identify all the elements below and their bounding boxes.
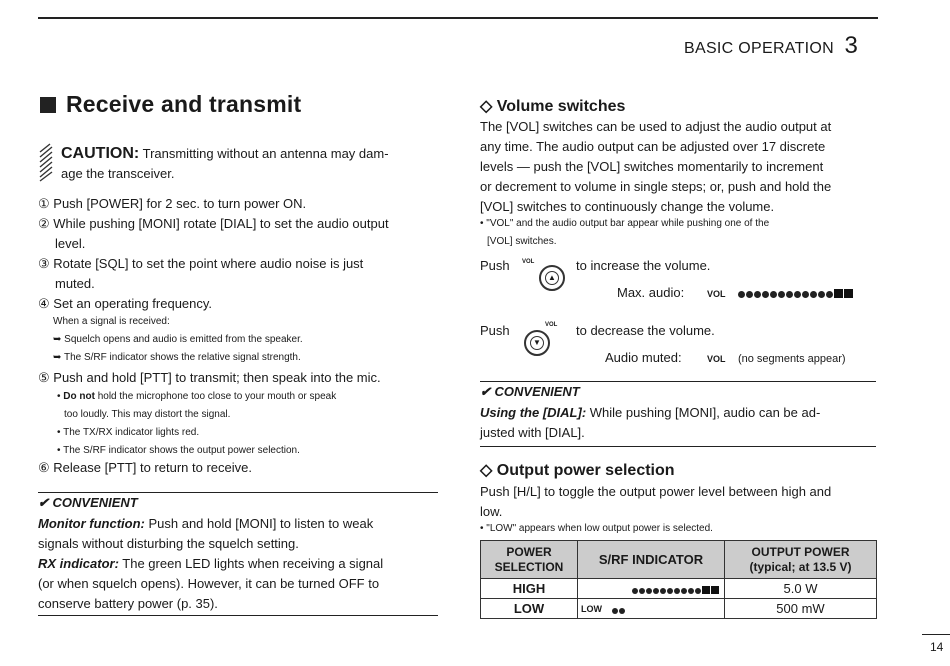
left-convenient-label: ✔ CONVENIENT xyxy=(38,495,138,510)
caution-label: CAUTION: xyxy=(61,145,140,162)
transmit-note-2: • The TX/RX indicator lights red. xyxy=(57,427,200,438)
audio-muted-display xyxy=(707,350,846,368)
vol-indicator-muted: VOL xyxy=(707,353,726,364)
transmit-note-1b: too loudly. This may distort the signal. xyxy=(64,409,231,420)
push-down-label: Push xyxy=(480,323,510,338)
header-output-power: OUTPUT POWER (typical; at 13.5 V) xyxy=(725,541,877,579)
chapter-number: 3 xyxy=(844,32,858,59)
section-title: BASIC OPERATION xyxy=(684,40,835,57)
step-3: ③ Rotate [SQL] to set the point where audio noise is just muted. xyxy=(38,256,364,291)
vol-down-button-icon: ▼ xyxy=(524,330,550,356)
section-header xyxy=(684,32,858,60)
right-convenient-body: Using the [DIAL]: While pushing [MONI], audio can be ad- justed with [DIAL]. xyxy=(480,405,821,440)
caution-hatch-icon xyxy=(38,142,56,182)
table-row xyxy=(481,579,877,599)
step-6: ⑥ Release [PTT] to return to receive. xyxy=(38,460,252,475)
volume-switches-title: ◇ Volume switches xyxy=(480,98,626,115)
right-convenient-bottom-rule xyxy=(480,446,876,447)
title-square-icon xyxy=(40,97,56,113)
decrease-text: to decrease the volume. xyxy=(576,323,715,338)
row-high-selection: HIGH xyxy=(481,579,578,599)
audio-muted-label: Audio muted: xyxy=(605,350,682,365)
increase-text: to increase the volume. xyxy=(576,258,711,273)
step-4: ④ Set an operating frequency. xyxy=(38,296,213,311)
left-convenient-top-rule xyxy=(38,492,438,493)
step-1: ① Push [POWER] for 2 sec. to turn power ON. xyxy=(38,196,307,211)
caution-block xyxy=(61,144,441,184)
caution-text-1: Transmitting without an antenna may dam- xyxy=(142,146,389,161)
transmit-note-3: • The S/RF indicator shows the output power selection. xyxy=(57,445,300,456)
volume-body: The [VOL] switches can be used to adjust the audio output at any time. The audio output can be adjusted over 17 discrete levels — push the [VOL] switches momentarily to increment or decrement to volume in single steps; or, push and hold the [VOL] switches to continuously change the volume. xyxy=(480,119,832,214)
srf-bar-full-icon xyxy=(632,582,720,597)
output-power-note: • "LOW" appears when low output power is selected. xyxy=(480,523,713,534)
using-dial-title: Using the [DIAL]: xyxy=(480,405,587,420)
caution-text-2: age the transceiver. xyxy=(61,166,175,181)
row-high-indicator xyxy=(578,579,725,599)
rx-indicator-title: RX indicator: xyxy=(38,556,119,571)
page-title: Receive and transmit xyxy=(66,91,302,117)
transmit-notes xyxy=(57,388,447,460)
max-audio-display xyxy=(707,285,854,303)
header-srf-indicator: S/RF INDICATOR xyxy=(578,541,725,579)
left-convenient-body: Monitor function: Push and hold [MONI] to listen to weak signals without disturbing the squelch setting. RX indicator: The green LED lights when receiving a signal (or when squelch opens). However, it can be turned OFF to conserve battery power (p. 35). xyxy=(38,516,384,611)
max-audio-label: Max. audio: xyxy=(617,285,685,300)
output-power-title: ◇ Output power selection xyxy=(480,462,675,479)
page-number-rule xyxy=(922,634,950,635)
top-rule xyxy=(38,17,878,19)
received-heading: When a signal is received: xyxy=(53,316,170,327)
no-segments-text: (no segments appear) xyxy=(737,352,846,365)
right-convenient-label: ✔ CONVENIENT xyxy=(480,384,580,399)
vol-indicator-max: VOL xyxy=(707,289,726,299)
vol-down-small-label: VOL xyxy=(545,322,558,328)
header-power-selection: POWER SELECTION xyxy=(481,541,578,579)
received-note-2: ➥ The S/RF indicator shows the relative signal strength. xyxy=(53,352,301,363)
volume-note: • "VOL" and the audio output bar appear while pushing one of the [VOL] switches. xyxy=(480,218,770,247)
row-low-indicator: LOW xyxy=(578,599,725,619)
push-up-label: Push xyxy=(480,258,510,273)
output-power-table xyxy=(480,540,877,619)
row-high-power: 5.0 W xyxy=(725,579,877,599)
step-5: ⑤ Push and hold [PTT] to transmit; then speak into the mic. xyxy=(38,370,381,385)
received-notes xyxy=(53,313,443,367)
received-note-1: ➥ Squelch opens and audio is emitted from the speaker. xyxy=(53,334,303,345)
row-low-selection: LOW xyxy=(481,599,578,619)
left-convenient-bottom-rule xyxy=(38,615,438,616)
row-low-power: 500 mW xyxy=(725,599,877,619)
output-power-body: Push [H/L] to toggle the output power level between high and low. xyxy=(480,484,832,519)
page-number: 14 xyxy=(930,640,944,654)
table-header-row xyxy=(481,541,877,579)
transmit-note-1: • Do not hold the microphone too close to your mouth or speak xyxy=(57,391,337,402)
monitor-function-title: Monitor function: xyxy=(38,516,145,531)
right-convenient-top-rule xyxy=(480,381,876,382)
step-2: ② While pushing [MONI] rotate [DIAL] to set the audio output level. xyxy=(38,216,389,251)
vol-up-small-label: VOL xyxy=(522,259,535,265)
table-row xyxy=(481,599,877,619)
srf-bar-low-icon xyxy=(612,602,626,617)
audio-bar-full-icon xyxy=(738,285,854,303)
vol-up-button-icon: ▲ xyxy=(539,265,565,291)
